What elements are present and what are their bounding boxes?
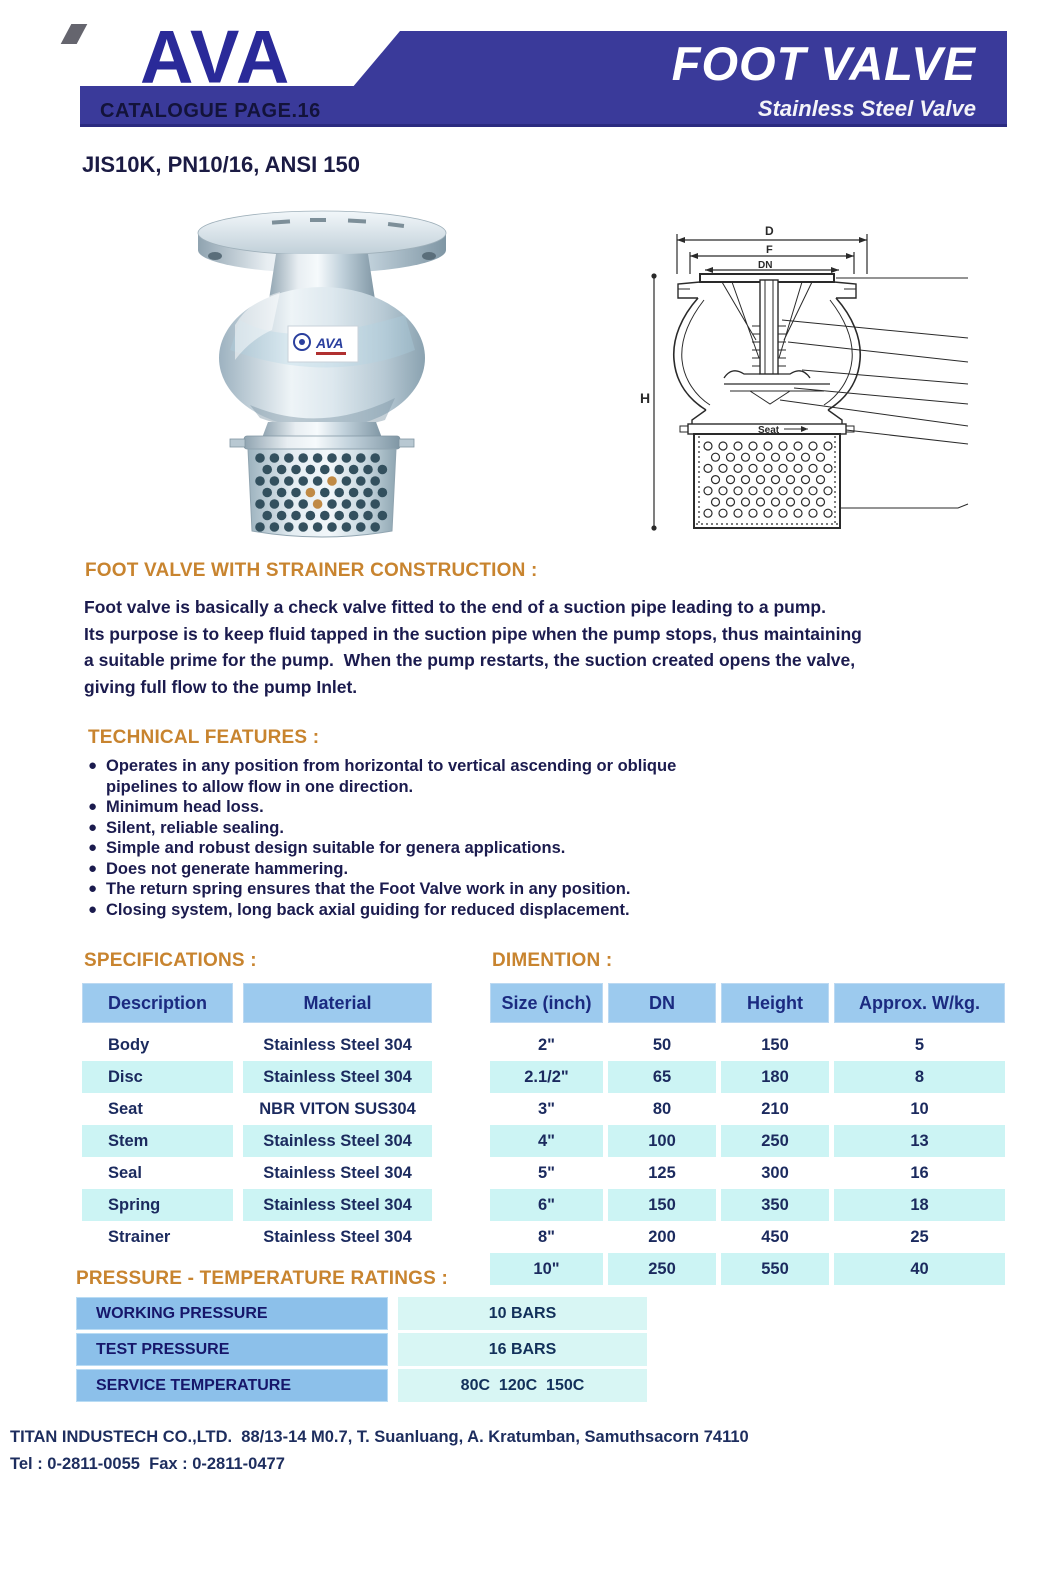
- strainer-hole: [277, 488, 287, 498]
- valve-drawing: [632, 208, 972, 553]
- pressure-value-cell: 80C 120C 150C: [398, 1369, 647, 1402]
- drawing-hole: [794, 464, 802, 472]
- spec-description-cell: Seat: [82, 1093, 233, 1125]
- dim-table-body: [490, 1029, 1005, 1285]
- table-row: [82, 1189, 432, 1221]
- strainer-hole: [370, 453, 380, 463]
- strainer-hole: [327, 453, 337, 463]
- feature-item: [88, 879, 748, 900]
- strainer-hole: [277, 511, 287, 521]
- strainer-hole: [255, 476, 265, 486]
- feature-text: Silent, reliable sealing.: [106, 818, 284, 837]
- dim-cell: 65: [608, 1061, 716, 1093]
- drawing-hole: [757, 498, 765, 506]
- spec-material-cell: Stainless Steel 304: [243, 1157, 432, 1189]
- dim-cell: 200: [608, 1221, 716, 1253]
- strainer-hole: [327, 476, 337, 486]
- feature-text: Operates in any position from horizontal to vertical ascending or oblique pipelines to allow flow in one direction.: [106, 757, 677, 796]
- dim-cell: 550: [721, 1253, 829, 1285]
- drawing-hole: [727, 498, 735, 506]
- dim-cell: 100: [608, 1125, 716, 1157]
- catalogue-page-label: CATALOGUE PAGE.16: [100, 100, 321, 122]
- strainer-hole: [313, 522, 323, 532]
- dim-cell: 180: [721, 1061, 829, 1093]
- strainer-hole: [306, 465, 316, 475]
- drawing-hole: [764, 464, 772, 472]
- spec-description-cell: Spring: [82, 1189, 233, 1221]
- drawing-hole: [779, 509, 787, 517]
- drawing-hole: [794, 509, 802, 517]
- strainer-hole: [342, 522, 352, 532]
- drawing-hole: [772, 476, 780, 484]
- drawing-hole: [772, 498, 780, 506]
- dim-cell: 40: [834, 1253, 1005, 1285]
- strainer-hole: [313, 476, 323, 486]
- drawing-hole: [757, 453, 765, 461]
- strainer-hole: [363, 488, 373, 498]
- dimensions-table: [490, 983, 1005, 1285]
- spec-description-cell: Strainer: [82, 1221, 233, 1253]
- dim-cell: 4": [490, 1125, 603, 1157]
- strainer-hole: [349, 511, 359, 521]
- dim-cell: 16: [834, 1157, 1005, 1189]
- dim-cell: 80: [608, 1093, 716, 1125]
- table-row: [490, 1221, 1005, 1253]
- strainer-hole: [342, 476, 352, 486]
- strainer-hole: [327, 499, 337, 509]
- drawing-hole: [712, 453, 720, 461]
- strainer-hole: [284, 522, 294, 532]
- svg-text:H: H: [640, 390, 651, 406]
- table-row: [82, 1221, 432, 1253]
- spec-header-row: [82, 983, 432, 1023]
- bullet-icon: ●: [88, 880, 98, 897]
- dim-cell: 5: [834, 1029, 1005, 1061]
- strainer-hole: [363, 511, 373, 521]
- spec-col-material: Material: [243, 983, 432, 1023]
- drawing-hole: [734, 487, 742, 495]
- feature-text: Does not generate hammering.: [106, 859, 349, 878]
- feature-item: [88, 756, 748, 797]
- drawing-hole: [704, 509, 712, 517]
- drawing-hole: [809, 442, 817, 450]
- feature-item: [88, 797, 748, 818]
- banner-band-edge: [80, 124, 1007, 127]
- dim-cell: 125: [608, 1157, 716, 1189]
- dim-cell: 2.1/2": [490, 1061, 603, 1093]
- drawing-hole: [757, 476, 765, 484]
- strainer-hole: [255, 522, 265, 532]
- pressure-value-cell: 10 BARS: [398, 1297, 647, 1330]
- table-row: [490, 1029, 1005, 1061]
- dim-cell: 10": [490, 1253, 603, 1285]
- drawing-hole: [824, 464, 832, 472]
- strainer-hole: [334, 511, 344, 521]
- strainer-hole: [255, 499, 265, 509]
- drawing-hole: [787, 498, 795, 506]
- feature-item: [88, 900, 748, 921]
- drawing-hole: [779, 464, 787, 472]
- drawing-hole: [712, 476, 720, 484]
- drawing-hole: [734, 509, 742, 517]
- drawing-hole: [787, 476, 795, 484]
- drawing-hole: [749, 487, 757, 495]
- ava-sticker: [288, 326, 358, 362]
- drawing-hole: [817, 498, 825, 506]
- pressure-label-cell: SERVICE TEMPERATURE: [76, 1369, 388, 1402]
- table-row: [490, 1157, 1005, 1189]
- drawing-holes: [704, 442, 832, 517]
- strainer-hole: [262, 488, 272, 498]
- strainer-hole: [356, 476, 366, 486]
- spec-material-cell: Stainless Steel 304: [243, 1189, 432, 1221]
- dim-cell: 300: [721, 1157, 829, 1189]
- drawing-hole: [727, 476, 735, 484]
- features-heading: TECHNICAL FEATURES :: [88, 727, 320, 748]
- drawing-hole: [749, 464, 757, 472]
- strainer-hole: [342, 453, 352, 463]
- strainer-hole: [370, 522, 380, 532]
- dim-col-dn: DN: [608, 983, 716, 1023]
- strainer-hole: [334, 488, 344, 498]
- strainer-hole: [306, 511, 316, 521]
- strainer-clamp: [230, 436, 414, 449]
- table-row: [82, 1093, 432, 1125]
- dim-cell: 10: [834, 1093, 1005, 1125]
- strainer-hole: [356, 522, 366, 532]
- strainer-hole: [356, 453, 366, 463]
- feature-item: [88, 859, 748, 880]
- strainer-hole: [370, 476, 380, 486]
- paragraph-line: giving full flow to the pump Inlet.: [84, 676, 358, 697]
- bullet-icon: ●: [88, 798, 98, 815]
- pressure-label-cell: WORKING PRESSURE: [76, 1297, 388, 1330]
- drawing-hole: [749, 509, 757, 517]
- bullet-icon: ●: [88, 757, 98, 774]
- dim-col-size: Size (inch): [490, 983, 603, 1023]
- drawing-hole: [719, 442, 727, 450]
- strainer-hole: [349, 465, 359, 475]
- drawing-hole: [749, 442, 757, 450]
- drawing-hole: [742, 453, 750, 461]
- table-row: [82, 1061, 432, 1093]
- specifications-table: [82, 983, 432, 1253]
- pressure-row: [76, 1369, 647, 1402]
- strainer-hole: [255, 453, 265, 463]
- dim-header-row: [490, 983, 1005, 1023]
- dim-cell: 150: [721, 1029, 829, 1061]
- strainer-hole: [320, 465, 330, 475]
- bullet-icon: ●: [88, 859, 98, 877]
- strainer-hole: [284, 476, 294, 486]
- drawing-hole: [764, 509, 772, 517]
- strainer-hole: [270, 522, 280, 532]
- drawing-hole: [772, 453, 780, 461]
- dim-cell: 18: [834, 1189, 1005, 1221]
- feature-item: [88, 818, 748, 839]
- drawing-hole: [824, 487, 832, 495]
- specifications-heading: SPECIFICATIONS :: [84, 950, 257, 971]
- drawing-hole: [719, 487, 727, 495]
- dim-col-weight: Approx. W/kg.: [834, 983, 1005, 1023]
- construction-paragraph: [84, 594, 862, 700]
- drawing-hole: [817, 453, 825, 461]
- page-title: FOOT VALVE: [671, 37, 976, 90]
- drawing-hole: [794, 442, 802, 450]
- strainer-hole: [313, 453, 323, 463]
- dim-cell: 450: [721, 1221, 829, 1253]
- drawing-hole: [824, 442, 832, 450]
- svg-text:D: D: [765, 224, 774, 238]
- drawing-hole: [734, 442, 742, 450]
- table-row: [490, 1093, 1005, 1125]
- pressure-row: [76, 1297, 647, 1330]
- strainer-hole: [363, 465, 373, 475]
- drawing-hole: [764, 442, 772, 450]
- spec-material-cell: Stainless Steel 304: [243, 1029, 432, 1061]
- footer-company-line: TITAN INDUSTECH CO.,LTD. 88/13-14 M0.7, T. Suanluang, A. Kratumban, Samuthsacorn 74110: [10, 1428, 749, 1446]
- strainer-hole: [270, 476, 280, 486]
- drawing-hole: [719, 464, 727, 472]
- drawing-internals: [722, 280, 830, 404]
- paragraph-line: Its purpose is to keep fluid tapped in the suction pipe when the pump stops, thus maintaining: [84, 623, 862, 644]
- valve-photo: [180, 200, 465, 550]
- table-row: [490, 1125, 1005, 1157]
- drawing-strainer: [694, 434, 840, 528]
- table-row: [490, 1253, 1005, 1285]
- drawing-hole: [704, 464, 712, 472]
- drawing-hole: [802, 476, 810, 484]
- drawing-hole: [802, 498, 810, 506]
- dim-cell: 250: [721, 1125, 829, 1157]
- table-row: [82, 1125, 432, 1157]
- dim-cell: 210: [721, 1093, 829, 1125]
- strainer-hole: [342, 499, 352, 509]
- spec-material-cell: Stainless Steel 304: [243, 1125, 432, 1157]
- spec-description-cell: Disc: [82, 1061, 233, 1093]
- construction-heading: FOOT VALVE WITH STRAINER CONSTRUCTION :: [85, 560, 538, 581]
- drawing-hole: [824, 509, 832, 517]
- pressure-row: [76, 1333, 647, 1366]
- dimension-h: [640, 273, 657, 530]
- feature-text: Closing system, long back axial guiding for reduced displacement.: [106, 900, 630, 919]
- dim-cell: 6": [490, 1189, 603, 1221]
- spec-col-description: Description: [82, 983, 233, 1023]
- paragraph-line: a suitable prime for the pump. When the pump restarts, the suction created opens the valve,: [84, 650, 856, 670]
- strainer-hole: [378, 488, 388, 498]
- spec-description-cell: Seal: [82, 1157, 233, 1189]
- footer-contact-line: Tel : 0-2811-0055 Fax : 0-2811-0477: [10, 1455, 285, 1473]
- strainer-hole: [356, 499, 366, 509]
- spec-description-cell: Body: [82, 1029, 233, 1061]
- drawing-hole: [794, 487, 802, 495]
- drawing-hole: [764, 487, 772, 495]
- dimension-dn: [705, 260, 839, 273]
- drawing-hole: [719, 509, 727, 517]
- drawing-hole: [779, 487, 787, 495]
- strainer-hole: [349, 488, 359, 498]
- strainer-hole: [262, 511, 272, 521]
- dim-cell: 13: [834, 1125, 1005, 1157]
- drawing-hole: [742, 476, 750, 484]
- bullet-icon: ●: [88, 900, 98, 918]
- strainer-hole: [298, 453, 308, 463]
- strainer-hole: [378, 511, 388, 521]
- dim-col-height: Height: [721, 983, 829, 1023]
- drawing-hole: [809, 509, 817, 517]
- features-list: [88, 756, 748, 920]
- drawing-hole: [742, 498, 750, 506]
- table-row: [490, 1061, 1005, 1093]
- page-subtitle: Stainless Steel Valve: [757, 96, 976, 121]
- strainer-hole: [327, 522, 337, 532]
- dim-cell: 50: [608, 1029, 716, 1061]
- drawing-hole: [809, 464, 817, 472]
- strainer-hole: [284, 499, 294, 509]
- table-row: [82, 1029, 432, 1061]
- dim-cell: 350: [721, 1189, 829, 1221]
- dim-cell: 25: [834, 1221, 1005, 1253]
- strainer-hole: [284, 453, 294, 463]
- spec-description-cell: Stem: [82, 1125, 233, 1157]
- dim-cell: 150: [608, 1189, 716, 1221]
- strainer-hole: [291, 511, 301, 521]
- dim-cell: 2": [490, 1029, 603, 1061]
- pressure-value-cell: 16 BARS: [398, 1333, 647, 1366]
- dim-cell: 3": [490, 1093, 603, 1125]
- feature-text: The return spring ensures that the Foot Valve work in any position.: [106, 880, 631, 898]
- dim-cell: 250: [608, 1253, 716, 1285]
- dim-cell: 8": [490, 1221, 603, 1253]
- drawing-hole: [704, 442, 712, 450]
- ava-sticker-brand: AVA: [316, 335, 344, 351]
- spec-material-cell: NBR VITON SUS304: [243, 1093, 432, 1125]
- seat-label: Seat: [758, 425, 780, 436]
- spec-table-body: [82, 1029, 432, 1253]
- strainer-hole: [298, 522, 308, 532]
- strainer-hole: [291, 465, 301, 475]
- drawing-hole: [712, 498, 720, 506]
- dim-cell: 8: [834, 1061, 1005, 1093]
- strainer-hole: [298, 499, 308, 509]
- drawing-hole: [779, 442, 787, 450]
- pressure-heading: PRESSURE - TEMPERATURE RATINGS :: [76, 1268, 448, 1289]
- strainer-hole: [270, 499, 280, 509]
- strainer-hole: [277, 465, 287, 475]
- pressure-table: [76, 1297, 647, 1405]
- drawing-hole: [809, 487, 817, 495]
- strainer-hole: [320, 488, 330, 498]
- feature-text: Minimum head loss.: [106, 798, 264, 816]
- drawing-hole: [802, 453, 810, 461]
- svg-text:DN: DN: [758, 260, 773, 271]
- strainer-hole: [320, 511, 330, 521]
- strainer-basket: [248, 449, 396, 537]
- dim-cell: 5": [490, 1157, 603, 1189]
- table-row: [490, 1189, 1005, 1221]
- pressure-label-cell: TEST PRESSURE: [76, 1333, 388, 1366]
- table-row: [82, 1157, 432, 1189]
- drawing-hole: [787, 453, 795, 461]
- standards-line: JIS10K, PN10/16, ANSI 150: [82, 152, 361, 177]
- dimensions-heading: DIMENTION :: [492, 950, 613, 971]
- strainer-hole: [270, 453, 280, 463]
- svg-text:F: F: [766, 244, 773, 256]
- spec-material-cell: Stainless Steel 304: [243, 1221, 432, 1253]
- strainer-hole: [370, 499, 380, 509]
- strainer-hole: [298, 476, 308, 486]
- strainer-hole: [291, 488, 301, 498]
- drawing-hole: [817, 476, 825, 484]
- bullet-icon: ●: [88, 818, 98, 836]
- strainer-hole: [334, 465, 344, 475]
- ava-logo: AVA: [140, 14, 292, 99]
- leader-lines: [780, 278, 968, 508]
- strainer-hole: [313, 499, 323, 509]
- strainer-hole: [262, 465, 272, 475]
- strainer-hole: [306, 488, 316, 498]
- strainer-hole: [378, 465, 388, 475]
- paragraph-line: Foot valve is basically a check valve fitted to the end of a suction pipe leading to a pump.: [84, 597, 826, 617]
- feature-item: [88, 838, 748, 859]
- spec-material-cell: Stainless Steel 304: [243, 1061, 432, 1093]
- feature-text: Simple and robust design suitable for genera applications.: [106, 839, 566, 857]
- drawing-hole: [704, 487, 712, 495]
- bullet-icon: ●: [88, 839, 98, 856]
- drawing-hole: [734, 464, 742, 472]
- drawing-hole: [727, 453, 735, 461]
